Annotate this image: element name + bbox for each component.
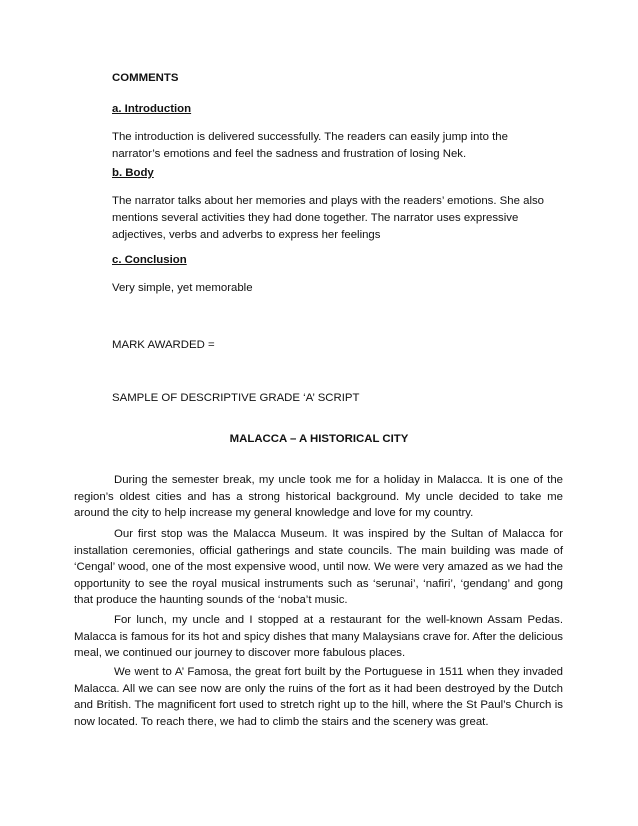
conclusion-heading: c. Conclusion	[112, 254, 187, 266]
essay-title: MALACCA – A HISTORICAL CITY	[229, 433, 409, 445]
introduction-heading: a. Introduction	[112, 103, 192, 115]
essay-paragraph-4: We went to A’ Famosa, the great fort built by the Portuguese in 1511 when they invaded Malacca. All we can see now are only the ruins of the fort as it had been destroyed by the Dutch and British. The magnificent fort used to stretch right up to the hill, where the St Paul’s Church is now located. To reach there, we had to climb the stairs and the scenery was great.	[74, 666, 563, 728]
body-text: The narrator talks about her memories and plays with the readers’ emotions. She also mentions several activities they had done together. The narrator uses expressive adjectives, verbs and adverbs to express her feelings	[112, 195, 545, 241]
essay-paragraph-2: Our first stop was the Malacca Museum. It was inspired by the Sultan of Malacca for installation ceremonies, official gatherings and state councils. The main building was made of ‘Cengal’ wood, one of the most expensive wood, until now. We were very amazed as we had the opportunity to see the royal musical instruments such as ‘serunai’, ‘nafiri’, ‘gendang’ and gong that produce the haunting sounds of the ‘noba’t music.	[74, 528, 563, 607]
body-heading: b. Body	[112, 167, 154, 179]
sample-label: SAMPLE OF DESCRIPTIVE GRADE ‘A’ SCRIPT	[112, 392, 360, 404]
conclusion-text: Very simple, yet memorable	[112, 282, 253, 294]
mark-awarded: MARK AWARDED =	[112, 339, 215, 351]
introduction-text: The introduction is delivered successfully. The readers can easily jump into the narrator’s emotions and feel the sadness and frustration of losing Nek.	[112, 131, 508, 160]
essay-paragraph-1: During the semester break, my uncle took me for a holiday in Malacca. It is one of the region’s oldest cities and has a strong historical background. My uncle decided to take me around the city to help increase my general knowledge and love for my country.	[74, 474, 563, 520]
essay-paragraph-3: For lunch, my uncle and I stopped at a restaurant for the well-known Assam Pedas. Malacca is famous for its hot and spicy dishes that many Malaysians crave for. After the delicious meal, we continued our journey to discover more fabulous places.	[74, 614, 563, 660]
comments-heading: COMMENTS	[112, 72, 179, 84]
